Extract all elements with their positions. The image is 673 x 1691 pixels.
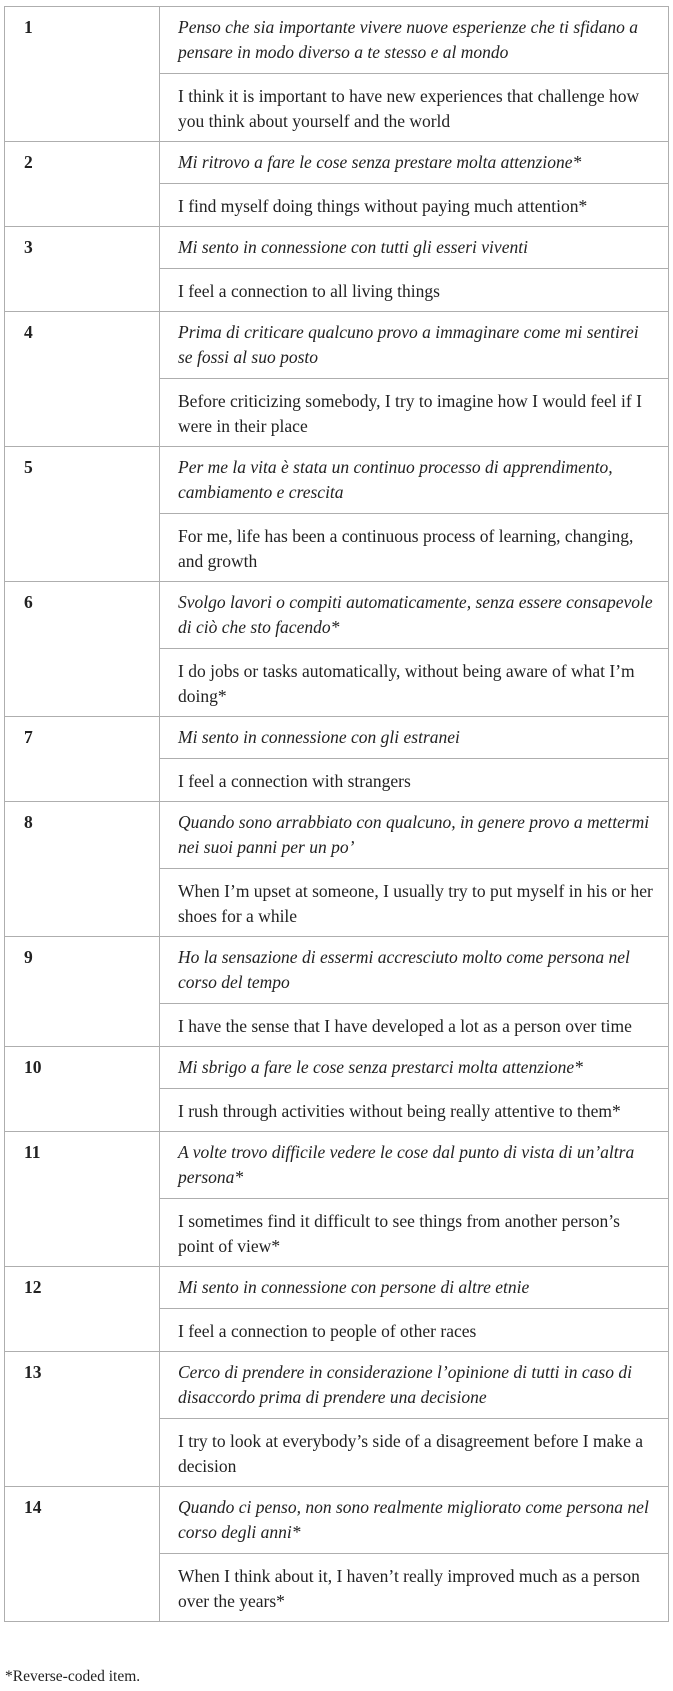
table-row-italian [5,227,669,269]
item-english-text: I do jobs or tasks automatically, without being aware of what I’m doing* [160,649,669,717]
item-english-text: For me, life has been a continuous process of learning, changing, and growth [160,514,669,582]
item-number: 8 [5,802,160,937]
item-italian-text: Mi sento in connessione con persone di altre etnie [160,1267,669,1309]
items-table-container [4,6,668,1622]
item-number: 3 [5,227,160,312]
item-number: 13 [5,1352,160,1487]
item-number: 10 [5,1047,160,1132]
table-row-italian [5,1487,669,1554]
item-number: 4 [5,312,160,447]
item-english-text: When I think about it, I haven’t really improved much as a person over the years* [160,1554,669,1622]
item-english-text: I find myself doing things without paying much attention* [160,184,669,227]
table-row-italian [5,937,669,1004]
table-row-italian [5,1352,669,1419]
table-row-italian [5,312,669,379]
item-italian-text: Penso che sia importante vivere nuove esperienze che ti sfidano a pensare in modo diverso a te stesso e al mondo [160,7,669,74]
item-number: 2 [5,142,160,227]
item-number: 9 [5,937,160,1047]
item-english-text: I rush through activities without being really attentive to them* [160,1089,669,1132]
items-table-body [5,7,669,1622]
item-number: 14 [5,1487,160,1622]
item-english-text: I feel a connection to all living things [160,269,669,312]
item-english-text: I feel a connection to people of other races [160,1309,669,1352]
table-row-italian [5,1267,669,1309]
table-row-italian [5,7,669,74]
item-english-text: I think it is important to have new experiences that challenge how you think about yourself and the world [160,74,669,142]
table-row-italian [5,142,669,184]
item-number: 11 [5,1132,160,1267]
table-row-italian [5,1132,669,1199]
item-english-text: I feel a connection with strangers [160,759,669,802]
table-row-italian [5,582,669,649]
item-number: 1 [5,7,160,142]
item-number: 12 [5,1267,160,1352]
table-row-italian [5,1047,669,1089]
item-italian-text: A volte trovo difficile vedere le cose dal punto di vista di un’altra persona* [160,1132,669,1199]
table-row-italian [5,447,669,514]
item-italian-text: Mi sento in connessione con gli estranei [160,717,669,759]
item-italian-text: Per me la vita è stata un continuo processo di apprendimento, cambiamento e crescita [160,447,669,514]
item-italian-text: Quando ci penso, non sono realmente migliorato come persona nel corso degli anni* [160,1487,669,1554]
item-english-text: When I’m upset at someone, I usually try to put myself in his or her shoes for a while [160,869,669,937]
item-number: 5 [5,447,160,582]
items-table [4,6,669,1622]
item-italian-text: Svolgo lavori o compiti automaticamente, senza essere consapevole di ciò che sto facendo* [160,582,669,649]
item-english-text: I sometimes find it difficult to see things from another person’s point of view* [160,1199,669,1267]
item-italian-text: Mi sbrigo a fare le cose senza prestarci molta attenzione* [160,1047,669,1089]
item-italian-text: Prima di criticare qualcuno provo a immaginare come mi sentirei se fossi al suo posto [160,312,669,379]
item-english-text: Before criticizing somebody, I try to imagine how I would feel if I were in their place [160,379,669,447]
item-number: 6 [5,582,160,717]
item-number: 7 [5,717,160,802]
item-italian-text: Ho la sensazione di essermi accresciuto molto come persona nel corso del tempo [160,937,669,1004]
item-english-text: I try to look at everybody’s side of a disagreement before I make a decision [160,1419,669,1487]
item-italian-text: Mi ritrovo a fare le cose senza prestare molta attenzione* [160,142,669,184]
item-italian-text: Mi sento in connessione con tutti gli esseri viventi [160,227,669,269]
table-row-italian [5,717,669,759]
footnote: *Reverse-coded item. [5,1668,141,1685]
item-italian-text: Cerco di prendere in considerazione l’opinione di tutti in caso di disaccordo prima di prendere una decisione [160,1352,669,1419]
item-english-text: I have the sense that I have developed a lot as a person over time [160,1004,669,1047]
item-italian-text: Quando sono arrabbiato con qualcuno, in genere provo a mettermi nei suoi panni per un po’ [160,802,669,869]
table-row-italian [5,802,669,869]
